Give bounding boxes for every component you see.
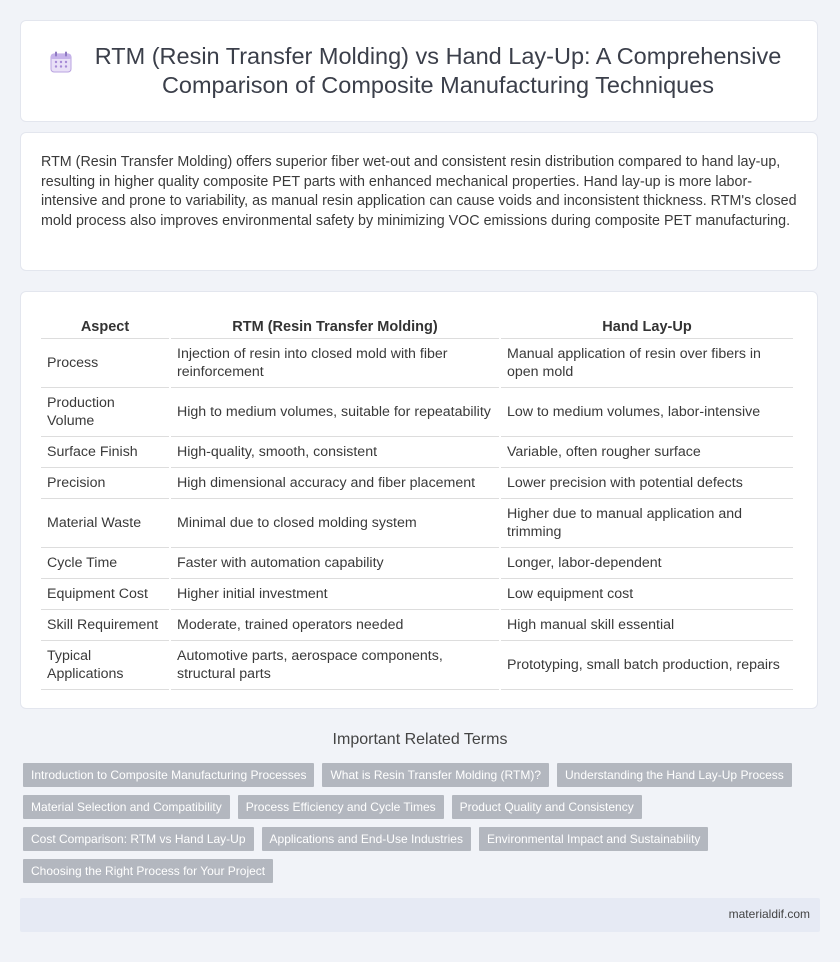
cell-hand-layup: Low equipment cost <box>501 579 793 610</box>
cell-rtm: High-quality, smooth, consistent <box>171 437 499 468</box>
cell-rtm: High to medium volumes, suitable for repeatability <box>171 388 499 437</box>
title-card <box>20 20 818 122</box>
cell-hand-layup: Variable, often rougher surface <box>501 437 793 468</box>
related-term-tag[interactable]: Choosing the Right Process for Your Project <box>23 859 273 883</box>
footer-site-link[interactable]: materialdif.com <box>728 907 810 921</box>
cell-aspect: Equipment Cost <box>41 579 169 610</box>
footer-bar <box>20 898 820 932</box>
cell-aspect: Surface Finish <box>41 437 169 468</box>
cell-aspect: Typical Applications <box>41 641 169 690</box>
related-terms-list <box>23 763 803 891</box>
comparison-table <box>39 314 795 690</box>
table-row <box>41 579 793 610</box>
related-term-tag[interactable]: Introduction to Composite Manufacturing Processes <box>23 763 314 787</box>
cell-rtm: High dimensional accuracy and fiber placement <box>171 468 499 499</box>
page-title: RTM (Resin Transfer Molding) vs Hand Lay-Up: A Comprehensive Comparison of Composite Manufacturing Techniques <box>94 43 782 98</box>
cell-hand-layup: Prototyping, small batch production, repairs <box>501 641 793 690</box>
calendar-icon <box>49 50 73 74</box>
related-term-tag[interactable]: Material Selection and Compatibility <box>23 795 230 819</box>
related-term-tag[interactable]: Understanding the Hand Lay-Up Process <box>557 763 792 787</box>
cell-hand-layup: Manual application of resin over fibers in open mold <box>501 339 793 388</box>
related-terms-heading: Important Related Terms <box>332 731 508 748</box>
cell-rtm: Moderate, trained operators needed <box>171 610 499 641</box>
table-row <box>41 437 793 468</box>
header-rtm: RTM (Resin Transfer Molding) <box>171 314 499 339</box>
table-row <box>41 499 793 548</box>
table-row <box>41 610 793 641</box>
summary-text: RTM (Resin Transfer Molding) offers superior fiber wet-out and consistent resin distribution compared to hand lay-up, resulting in higher quality composite PET parts with enhanced mechanical properties. Hand lay-up is more labor-intensive and prone to variability, as manual resin application can cause voids and inconsistent thickness. RTM's closed mold process also improves environmental safety by minimizing VOC emissions during composite PET manufacturing. <box>41 154 797 229</box>
cell-rtm: Injection of resin into closed mold with fiber reinforcement <box>171 339 499 388</box>
header-aspect: Aspect <box>41 314 169 339</box>
table-row <box>41 548 793 579</box>
cell-aspect: Precision <box>41 468 169 499</box>
related-term-tag[interactable]: Environmental Impact and Sustainability <box>479 827 708 851</box>
cell-hand-layup: Low to medium volumes, labor-intensive <box>501 388 793 437</box>
cell-rtm: Faster with automation capability <box>171 548 499 579</box>
cell-aspect: Process <box>41 339 169 388</box>
cell-hand-layup: Higher due to manual application and trimming <box>501 499 793 548</box>
related-term-tag[interactable]: Product Quality and Consistency <box>452 795 642 819</box>
related-term-tag[interactable]: Process Efficiency and Cycle Times <box>238 795 444 819</box>
header-hand-layup: Hand Lay-Up <box>501 314 793 339</box>
table-row <box>41 641 793 690</box>
summary-card <box>20 132 818 271</box>
cell-hand-layup: Longer, labor-dependent <box>501 548 793 579</box>
table-row <box>41 468 793 499</box>
cell-aspect: Skill Requirement <box>41 610 169 641</box>
related-term-tag[interactable]: Cost Comparison: RTM vs Hand Lay-Up <box>23 827 254 851</box>
cell-hand-layup: High manual skill essential <box>501 610 793 641</box>
related-term-tag[interactable]: Applications and End-Use Industries <box>262 827 471 851</box>
related-term-tag[interactable]: What is Resin Transfer Molding (RTM)? <box>322 763 549 787</box>
comparison-table-card <box>20 291 818 709</box>
cell-rtm: Minimal due to closed molding system <box>171 499 499 548</box>
cell-aspect: Material Waste <box>41 499 169 548</box>
cell-aspect: Cycle Time <box>41 548 169 579</box>
cell-aspect: Production Volume <box>41 388 169 437</box>
table-row <box>41 339 793 388</box>
table-row <box>41 388 793 437</box>
cell-rtm: Automotive parts, aerospace components, structural parts <box>171 641 499 690</box>
cell-rtm: Higher initial investment <box>171 579 499 610</box>
cell-hand-layup: Lower precision with potential defects <box>501 468 793 499</box>
table-header-row <box>41 314 793 339</box>
